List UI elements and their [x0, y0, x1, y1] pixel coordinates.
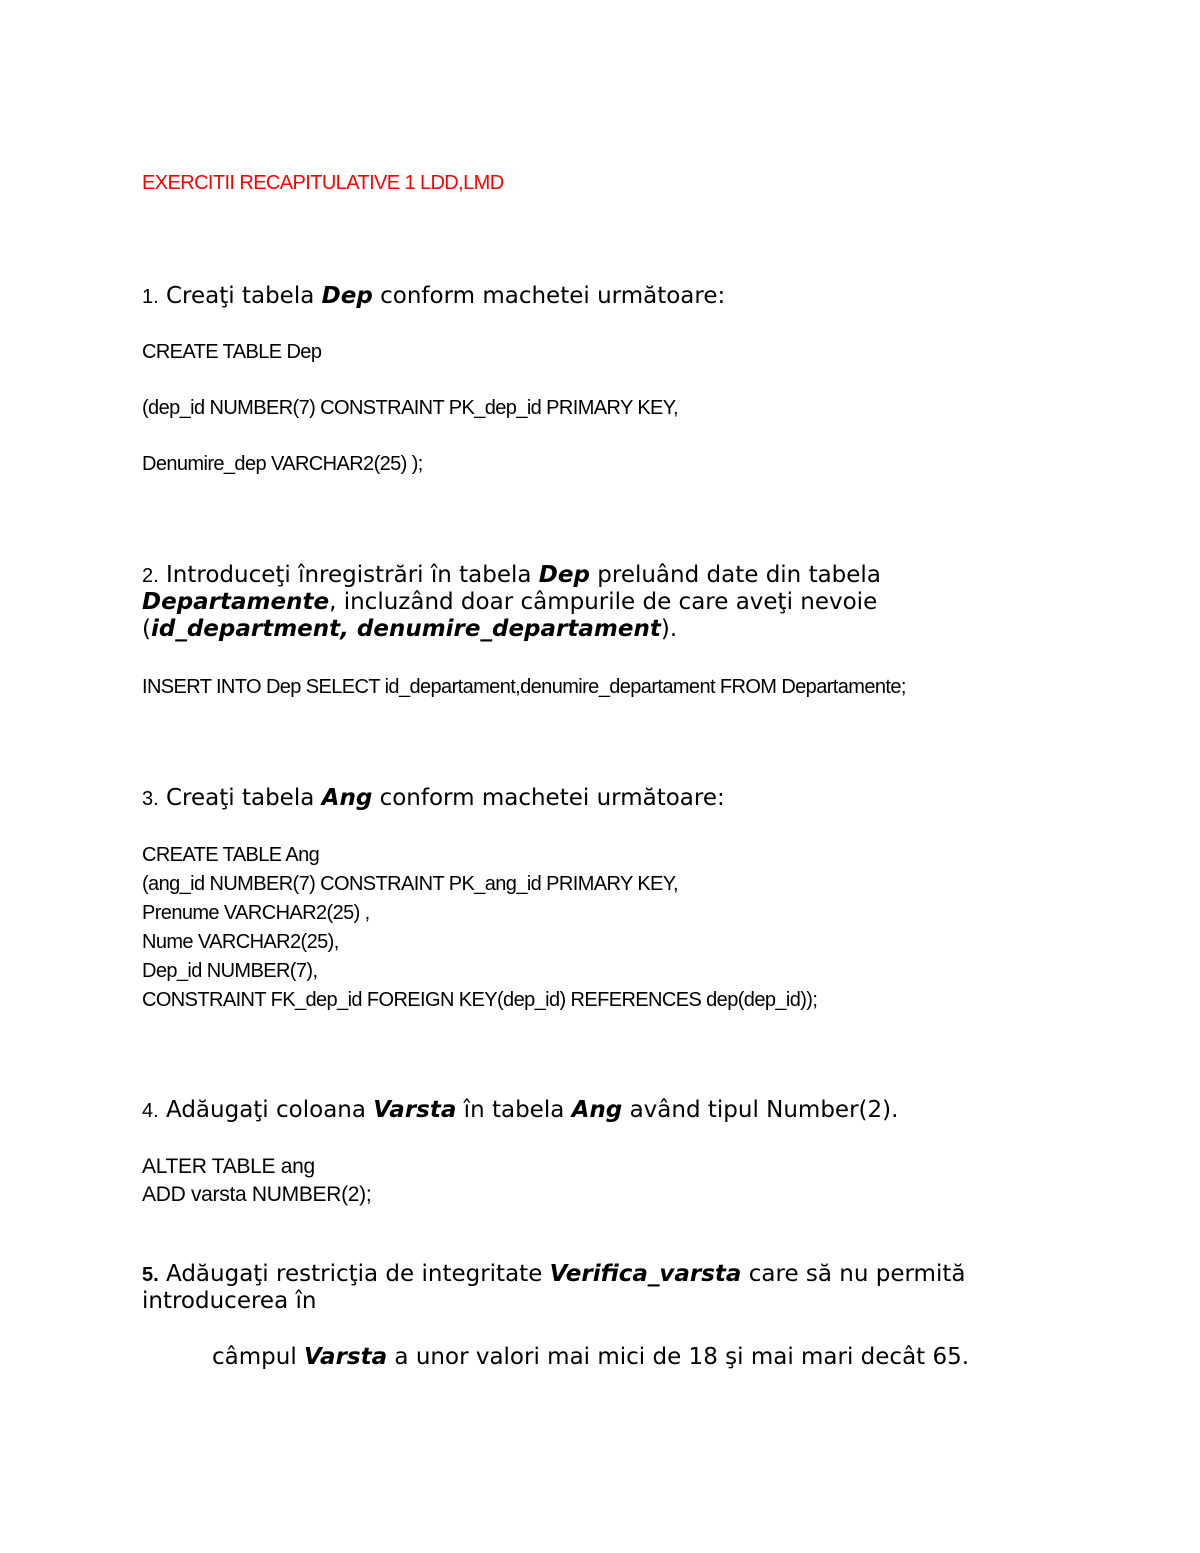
exercise-2-code-line: INSERT INTO Dep SELECT id_departament,denumire_departament FROM Departamente;	[142, 676, 906, 698]
exercise-5-text-end: a unor valori mai mici de 18 şi mai mari decât 65.	[387, 1344, 970, 1370]
exercise-3-text: Creaţi tabela	[158, 785, 322, 811]
exercise-5-text-field: câmpul	[212, 1344, 305, 1370]
exercise-5-number: 5.	[142, 1264, 159, 1286]
exercise-3-text-end: conform machetei următoare:	[372, 785, 725, 811]
exercise-2-text-mid: preluând date din tabela	[589, 562, 881, 588]
exercise-5-statement-line-1	[142, 1261, 965, 1289]
exercise-5-text: Adăugaţi restricţia de integritate	[158, 1261, 550, 1287]
exercise-1-text: Creaţi tabela	[158, 283, 322, 309]
exercise-3-code-line-4: Nume VARCHAR2(25),	[142, 931, 339, 953]
exercise-4-text: Adăugaţi coloana	[158, 1097, 374, 1123]
exercise-4-keyword-varsta: Varsta	[373, 1097, 457, 1123]
exercise-2-paren-open: (	[142, 616, 151, 642]
exercise-1-code-line-3: Denumire_dep VARCHAR2(25) );	[142, 453, 423, 475]
exercise-4-code-line-1: ALTER TABLE ang	[142, 1155, 315, 1178]
exercise-3-keyword-ang: Ang	[321, 785, 373, 811]
exercise-3-statement	[142, 785, 725, 813]
exercise-3-code-line-1: CREATE TABLE Ang	[142, 844, 320, 866]
exercise-2-keyword-dep: Dep	[538, 562, 590, 588]
exercise-5-text-mid: care să nu permită	[741, 1261, 966, 1287]
exercise-4-keyword-ang: Ang	[571, 1097, 623, 1123]
exercise-1-text-end: conform machetei următoare:	[372, 283, 726, 309]
exercise-3-number: 3.	[142, 788, 159, 810]
exercise-1-keyword-dep: Dep	[321, 283, 373, 309]
exercise-2-text-cont: , incluzând doar câmpurile de care aveţi nevoie	[329, 589, 878, 615]
exercise-2-text: Introduceţi înregistrări în tabela	[158, 562, 539, 588]
exercise-2-statement-line-1	[142, 562, 881, 590]
exercise-3-code-line-3: Prenume VARCHAR2(25) ,	[142, 902, 370, 924]
exercise-2-keyword-departamente: Departamente	[142, 589, 330, 615]
exercise-2-keyword-fields: id_department, denumire_departament	[150, 616, 661, 642]
exercise-2-statement-line-2	[142, 589, 877, 616]
exercise-5-statement-line-2: introducerea în	[142, 1288, 317, 1314]
exercise-2-number: 2.	[142, 565, 159, 587]
exercise-2-paren-close: ).	[660, 616, 678, 642]
exercise-4-statement	[142, 1097, 898, 1125]
exercise-1-code-line-1: CREATE TABLE Dep	[142, 341, 322, 363]
exercise-3-code-line-2: (ang_id NUMBER(7) CONSTRAINT PK_ang_id PRIMARY KEY,	[142, 873, 678, 895]
document-title	[142, 172, 504, 195]
exercise-3-code-line-5: Dep_id NUMBER(7),	[142, 960, 318, 982]
exercise-4-number: 4.	[142, 1100, 159, 1122]
title-text: EXERCITII RECAPITULATIVE 1 LDD,LMD	[142, 172, 504, 194]
exercise-5-keyword-varsta: Varsta	[304, 1344, 388, 1370]
exercise-1-code-line-2: (dep_id NUMBER(7) CONSTRAINT PK_dep_id PRIMARY KEY,	[142, 397, 678, 419]
exercise-3-code-line-6: CONSTRAINT FK_dep_id FOREIGN KEY(dep_id) REFERENCES dep(dep_id));	[142, 989, 818, 1011]
exercise-4-code-line-2: ADD varsta NUMBER(2);	[142, 1183, 372, 1206]
exercise-2-statement-line-3	[142, 616, 677, 643]
exercise-5-statement-line-3	[212, 1344, 969, 1371]
exercise-1-number: 1.	[142, 286, 159, 308]
exercise-4-text-mid: în tabela	[456, 1097, 572, 1123]
exercise-4-text-end: având tipul Number(2).	[622, 1097, 899, 1123]
exercise-1-statement	[142, 283, 725, 311]
exercise-5-keyword-constraint: Verifica_varsta	[549, 1261, 742, 1287]
